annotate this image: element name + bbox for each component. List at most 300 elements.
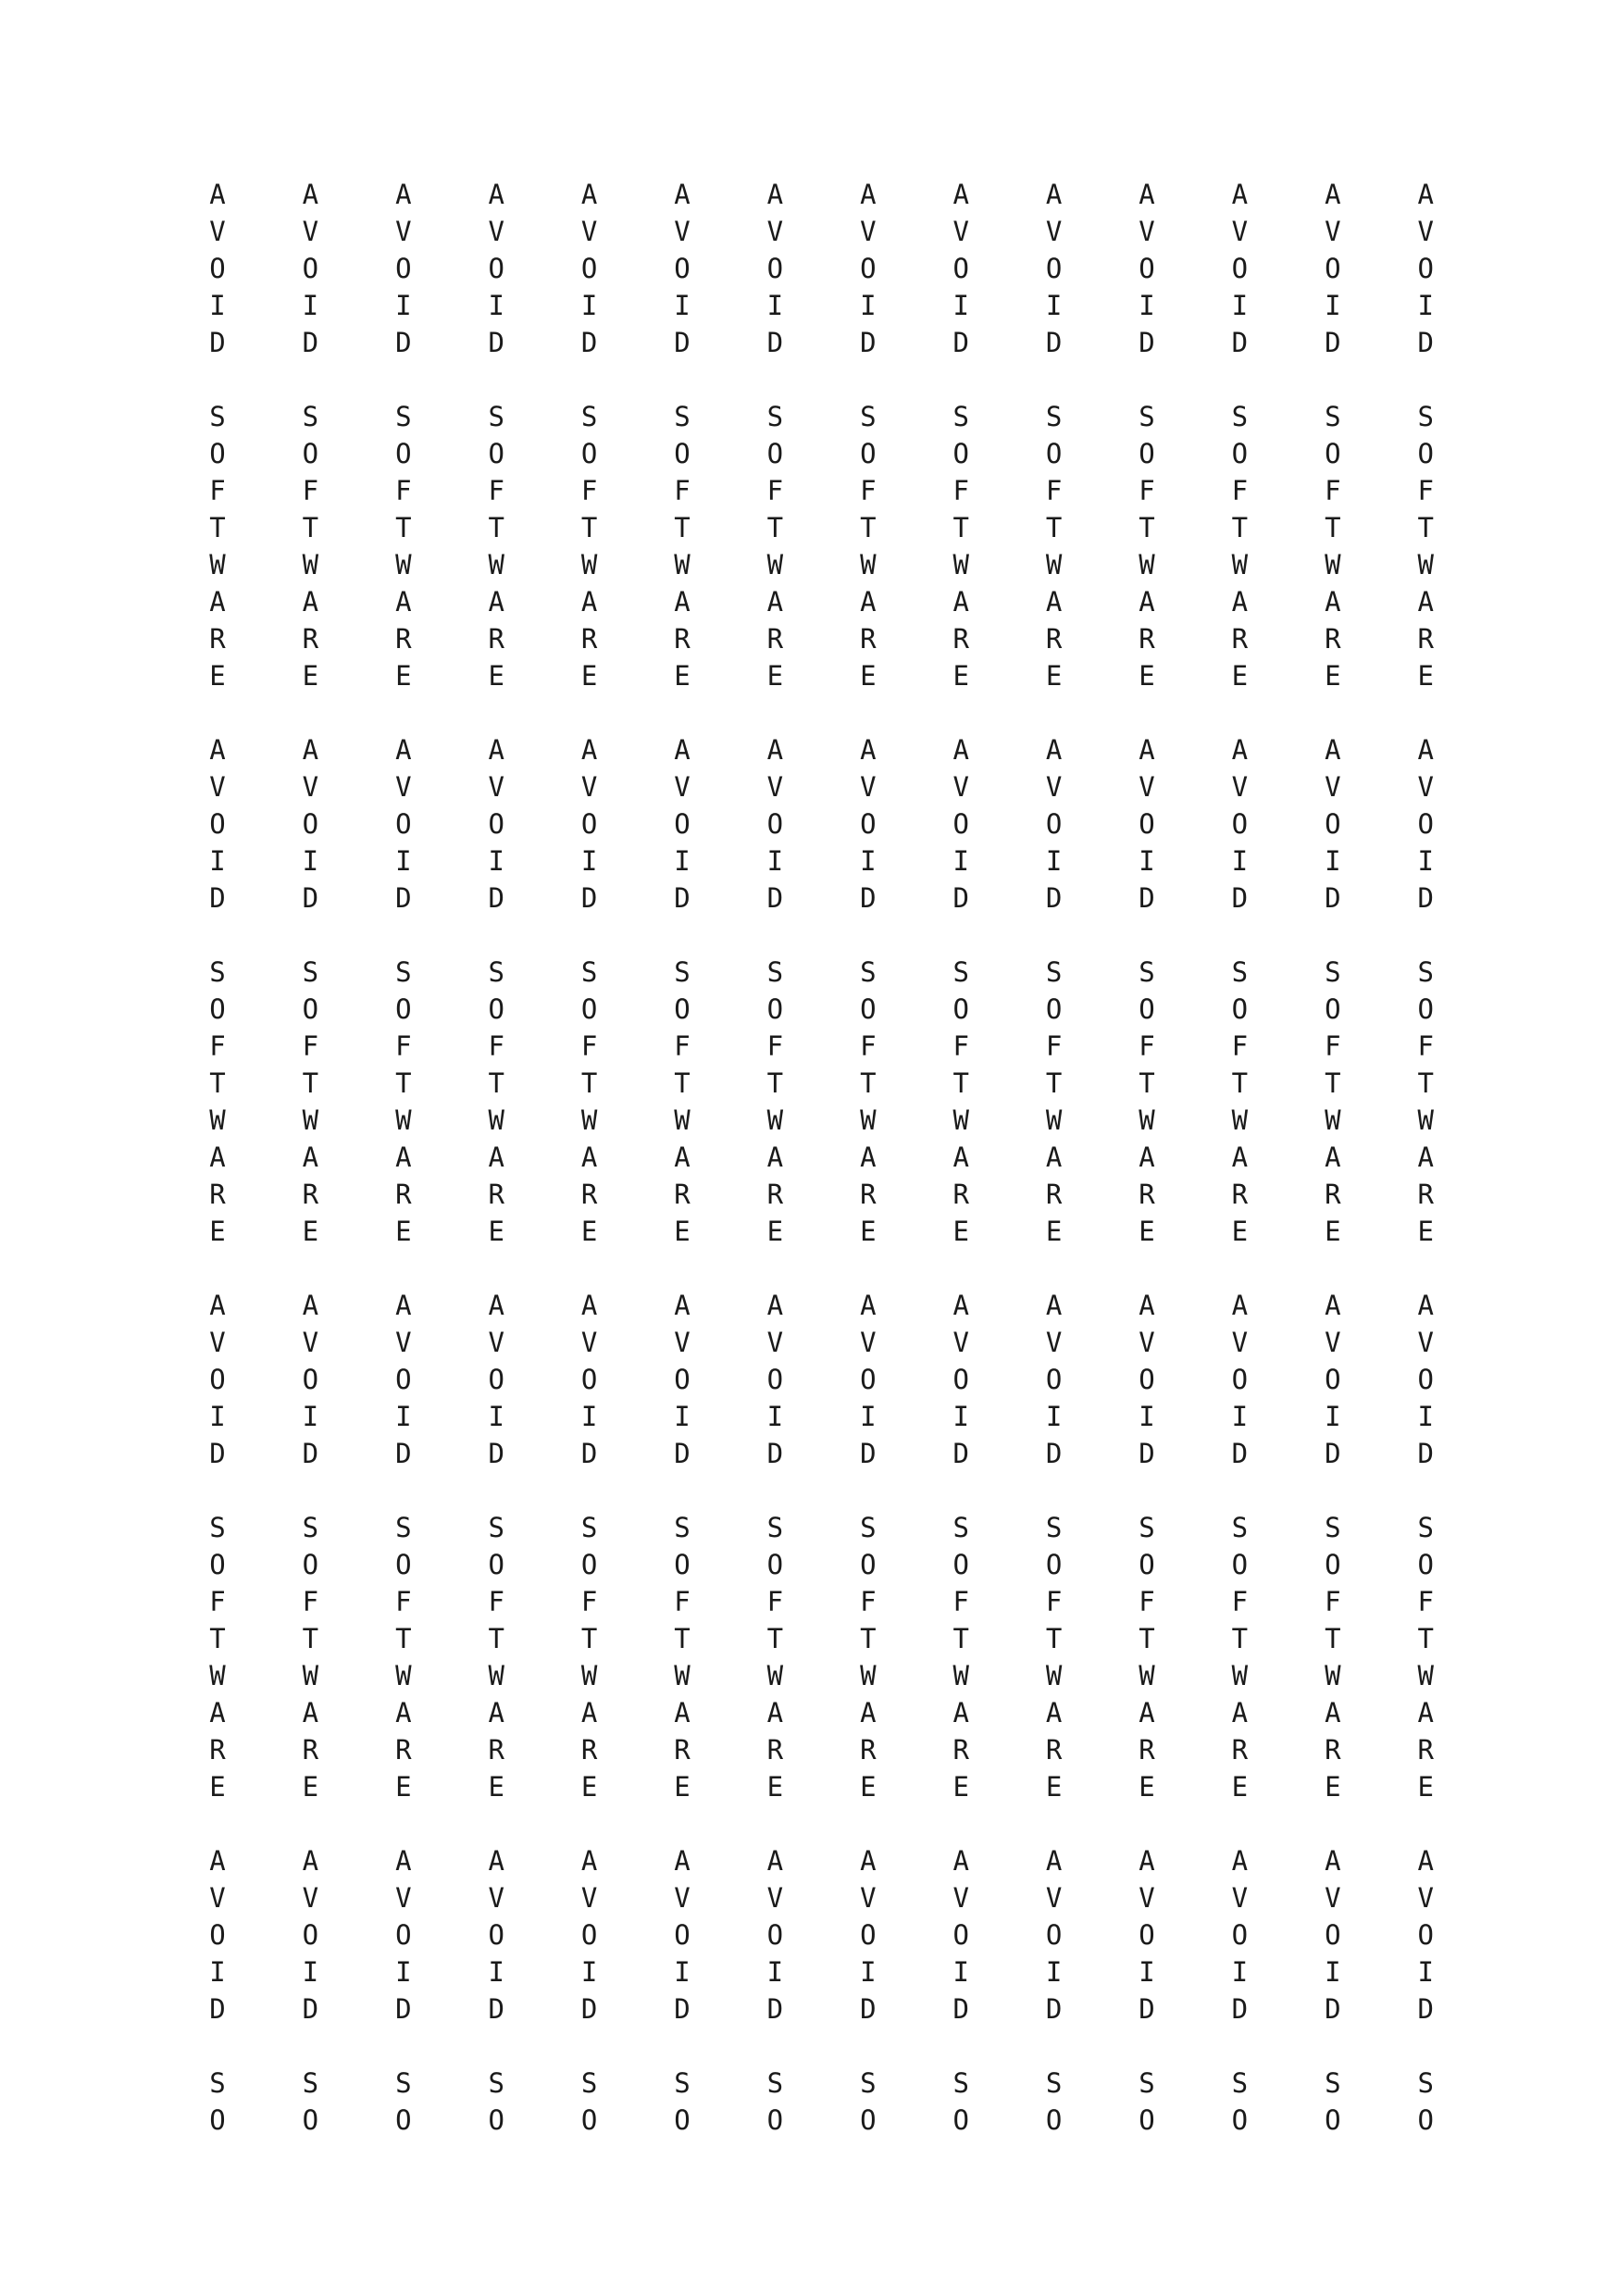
letter: T <box>1417 1623 1434 1654</box>
letter: V <box>1417 1327 1434 1358</box>
letter: O <box>766 1919 784 1951</box>
letter: A <box>1231 1290 1249 1321</box>
letter: W <box>302 549 319 580</box>
letter: O <box>674 808 691 840</box>
letter: S <box>1231 1512 1249 1543</box>
letter: A <box>952 1845 969 1877</box>
word-gap <box>933 1472 989 1509</box>
letter: F <box>766 475 784 506</box>
letter: F <box>302 475 319 506</box>
letter: E <box>1417 660 1434 692</box>
letter: I <box>674 1956 691 1988</box>
letter: F <box>674 1586 691 1617</box>
letter: V <box>1045 1327 1063 1358</box>
letter: D <box>1417 327 1434 358</box>
letter: S <box>1325 1512 1341 1543</box>
letter: S <box>488 401 504 432</box>
word-gap <box>654 1472 710 1509</box>
letter: A <box>952 1142 969 1173</box>
letter: O <box>674 1919 691 1951</box>
letter-column <box>840 176 896 2139</box>
word-gap <box>1027 1250 1082 1287</box>
letter: A <box>952 179 969 210</box>
word-gap <box>933 2028 989 2065</box>
letter: V <box>860 771 877 803</box>
letter: D <box>1325 1438 1341 1469</box>
letter: O <box>1417 993 1434 1025</box>
letter: S <box>766 956 784 988</box>
word-gap <box>1119 2028 1175 2065</box>
letter: O <box>860 1364 877 1395</box>
letter: V <box>1231 771 1249 803</box>
letter: E <box>1231 1216 1249 1247</box>
letter: D <box>1139 327 1155 358</box>
letter: W <box>209 549 226 580</box>
letter: I <box>395 845 412 877</box>
letter: F <box>1417 475 1434 506</box>
letter: W <box>1325 1104 1341 1136</box>
letter: O <box>860 438 877 469</box>
letter: O <box>395 1919 412 1951</box>
word-gap <box>190 694 245 731</box>
letter: O <box>302 438 319 469</box>
letter: W <box>580 1104 598 1136</box>
letter: A <box>1231 1697 1249 1728</box>
letter: F <box>1139 475 1155 506</box>
letter: E <box>860 660 877 692</box>
letter: F <box>1417 1030 1434 1062</box>
letter: S <box>952 1512 969 1543</box>
letter: O <box>209 2104 226 2136</box>
letter: A <box>1417 1290 1434 1321</box>
letter: D <box>766 327 784 358</box>
letter: R <box>1417 1734 1434 1766</box>
letter: V <box>1325 1327 1341 1358</box>
letter: S <box>302 956 319 988</box>
letter: I <box>766 290 784 321</box>
word-gap <box>282 694 338 731</box>
letter: O <box>395 253 412 284</box>
letter: R <box>1139 623 1155 655</box>
letter: A <box>488 734 504 766</box>
word-gap <box>190 1250 245 1287</box>
letter: W <box>1325 1660 1341 1691</box>
letter: O <box>674 253 691 284</box>
letter: S <box>952 2067 969 2099</box>
letter: V <box>580 771 598 803</box>
letter: T <box>1325 512 1341 543</box>
letter: E <box>488 660 504 692</box>
word-gap <box>1398 694 1453 731</box>
letter: A <box>1417 734 1434 766</box>
letter: T <box>1139 512 1155 543</box>
letter: S <box>1045 956 1063 988</box>
letter: O <box>1045 2104 1063 2136</box>
letter: R <box>580 1734 598 1766</box>
letter: W <box>209 1104 226 1136</box>
letter: V <box>580 216 598 247</box>
letter: V <box>209 771 226 803</box>
letter: V <box>674 216 691 247</box>
letter: V <box>1417 1882 1434 1914</box>
letter: D <box>1325 1993 1341 2025</box>
letter: O <box>1325 438 1341 469</box>
letter: A <box>302 179 319 210</box>
letter: O <box>1045 1549 1063 1580</box>
letter: T <box>1045 512 1063 543</box>
letter: O <box>674 1549 691 1580</box>
letter-column <box>1398 176 1453 2139</box>
letter: A <box>395 734 412 766</box>
letter: E <box>1139 1216 1155 1247</box>
letter: O <box>488 1364 504 1395</box>
word-gap <box>1305 1805 1361 1842</box>
letter: A <box>1045 1697 1063 1728</box>
word-gap <box>376 917 431 954</box>
letter: W <box>952 549 969 580</box>
letter: E <box>1231 660 1249 692</box>
word-gap <box>468 361 524 398</box>
letter: E <box>395 1771 412 1803</box>
letter: D <box>766 1993 784 2025</box>
word-gap <box>840 694 896 731</box>
letter: A <box>766 1290 784 1321</box>
letter-column <box>562 176 617 2139</box>
letter: E <box>860 1216 877 1247</box>
letter: O <box>1417 808 1434 840</box>
letter: R <box>952 1734 969 1766</box>
letter: A <box>1139 179 1155 210</box>
letter: V <box>1139 216 1155 247</box>
letter: O <box>1325 808 1341 840</box>
letter: A <box>209 1142 226 1173</box>
letter: O <box>952 993 969 1025</box>
letter: T <box>674 512 691 543</box>
letter: S <box>302 1512 319 1543</box>
letter: D <box>1045 1993 1063 2025</box>
letter: W <box>302 1660 319 1691</box>
letter: S <box>1325 956 1341 988</box>
letter: D <box>952 1438 969 1469</box>
letter: A <box>674 586 691 618</box>
letter: I <box>1325 845 1341 877</box>
letter: E <box>1325 660 1341 692</box>
word-gap <box>933 1250 989 1287</box>
letter: I <box>1417 290 1434 321</box>
word-gap <box>282 1250 338 1287</box>
word-gap <box>1305 2028 1361 2065</box>
letter: V <box>488 1882 504 1914</box>
letter: A <box>674 1697 691 1728</box>
word-gap <box>747 917 803 954</box>
letter: O <box>1231 808 1249 840</box>
letter: W <box>1045 1104 1063 1136</box>
letter: T <box>1231 1623 1249 1654</box>
letter: A <box>580 734 598 766</box>
word-gap <box>562 1250 617 1287</box>
letter: W <box>395 1660 412 1691</box>
word-gap <box>840 1472 896 1509</box>
letter: T <box>302 512 319 543</box>
letter: A <box>1045 1290 1063 1321</box>
letter: D <box>395 327 412 358</box>
letter: V <box>1139 1327 1155 1358</box>
letter: A <box>1325 1142 1341 1173</box>
letter: A <box>209 734 226 766</box>
word-gap <box>562 1805 617 1842</box>
letter: O <box>1325 1919 1341 1951</box>
letter: A <box>860 1697 877 1728</box>
letter: F <box>302 1586 319 1617</box>
letter: R <box>860 1179 877 1210</box>
letter: I <box>209 1401 226 1432</box>
letter: T <box>860 1067 877 1099</box>
letter: V <box>952 771 969 803</box>
letter: O <box>1231 1919 1249 1951</box>
letter: I <box>1325 1956 1341 1988</box>
letter: A <box>1139 734 1155 766</box>
letter: O <box>395 1549 412 1580</box>
letter: S <box>1231 401 1249 432</box>
letter: T <box>302 1067 319 1099</box>
letter: I <box>1231 845 1249 877</box>
letter: I <box>1231 1956 1249 1988</box>
word-gap <box>933 361 989 398</box>
letter: O <box>1139 2104 1155 2136</box>
word-gap <box>1398 1472 1453 1509</box>
letter: O <box>488 808 504 840</box>
letter: V <box>395 1882 412 1914</box>
letter: W <box>674 1104 691 1136</box>
word-gap <box>654 1250 710 1287</box>
letter: W <box>1139 1104 1155 1136</box>
letter: S <box>674 1512 691 1543</box>
word-gap <box>282 1805 338 1842</box>
letter: V <box>1325 216 1341 247</box>
letter: I <box>488 290 504 321</box>
word-gap <box>1027 2028 1082 2065</box>
word-gap <box>1027 694 1082 731</box>
letter: I <box>952 1956 969 1988</box>
letter: E <box>766 1771 784 1803</box>
letter: O <box>488 2104 504 2136</box>
word-gap <box>1119 694 1175 731</box>
letter: R <box>766 1734 784 1766</box>
letter: V <box>395 771 412 803</box>
letter: E <box>580 660 598 692</box>
letter: S <box>488 2067 504 2099</box>
letter: W <box>952 1104 969 1136</box>
letter: D <box>488 1993 504 2025</box>
letter: I <box>1325 290 1341 321</box>
word-gap <box>468 1805 524 1842</box>
letter: D <box>952 882 969 914</box>
letter: E <box>1045 1771 1063 1803</box>
letter: I <box>1139 290 1155 321</box>
letter: V <box>860 1882 877 1914</box>
letter: I <box>395 290 412 321</box>
letter: E <box>952 660 969 692</box>
letter: I <box>395 1956 412 1988</box>
letter: O <box>1417 438 1434 469</box>
letter: A <box>395 179 412 210</box>
letter: A <box>488 179 504 210</box>
letter: E <box>580 1771 598 1803</box>
word-gap <box>1398 1250 1453 1287</box>
word-gap <box>282 361 338 398</box>
word-gap <box>562 1472 617 1509</box>
letter: V <box>580 1882 598 1914</box>
letter: I <box>1417 845 1434 877</box>
letter: T <box>766 1067 784 1099</box>
letter: R <box>395 623 412 655</box>
word-gap <box>562 917 617 954</box>
letter: V <box>952 1327 969 1358</box>
letter: E <box>674 1216 691 1247</box>
letter: S <box>766 1512 784 1543</box>
letter: V <box>1417 771 1434 803</box>
letter: V <box>1045 216 1063 247</box>
letter: D <box>766 882 784 914</box>
letter: E <box>302 1216 319 1247</box>
letter: T <box>209 512 226 543</box>
letter: D <box>1045 882 1063 914</box>
letter: O <box>209 438 226 469</box>
letter: R <box>302 623 319 655</box>
letter: R <box>580 1179 598 1210</box>
letter: T <box>1417 1067 1434 1099</box>
letter: D <box>1417 1993 1434 2025</box>
word-gap <box>1305 1250 1361 1287</box>
letter: W <box>302 1104 319 1136</box>
letter: V <box>1045 1882 1063 1914</box>
letter: O <box>488 253 504 284</box>
letter: A <box>952 1290 969 1321</box>
word-gap <box>933 917 989 954</box>
letter: O <box>209 993 226 1025</box>
letter: D <box>674 882 691 914</box>
letter: E <box>860 1771 877 1803</box>
word-gap <box>1212 917 1267 954</box>
letter: E <box>488 1216 504 1247</box>
letter: W <box>488 1660 504 1691</box>
letter: O <box>952 1364 969 1395</box>
letter: S <box>395 1512 412 1543</box>
letter: O <box>395 438 412 469</box>
letter: D <box>952 327 969 358</box>
word-gap <box>468 1472 524 1509</box>
letter: A <box>302 1845 319 1877</box>
letter: W <box>1045 549 1063 580</box>
letter: T <box>1231 1067 1249 1099</box>
letter: O <box>1231 1364 1249 1395</box>
letter: D <box>488 327 504 358</box>
letter: E <box>1139 660 1155 692</box>
letter: R <box>860 623 877 655</box>
letter: A <box>1139 586 1155 618</box>
letter: F <box>209 1586 226 1617</box>
letter: A <box>580 1142 598 1173</box>
letter: O <box>580 253 598 284</box>
letter: I <box>580 1956 598 1988</box>
letter: I <box>209 290 226 321</box>
letter: F <box>580 1586 598 1617</box>
word-gap <box>654 1805 710 1842</box>
word-gap <box>1027 1805 1082 1842</box>
word-gap <box>282 1472 338 1509</box>
word-gap <box>1212 361 1267 398</box>
letter: A <box>766 1697 784 1728</box>
letter: R <box>1325 1734 1341 1766</box>
letter: E <box>1417 1216 1434 1247</box>
letter: D <box>1231 882 1249 914</box>
letter: R <box>952 1179 969 1210</box>
letter: O <box>395 2104 412 2136</box>
letter: I <box>766 1956 784 1988</box>
letter: V <box>209 216 226 247</box>
letter: I <box>488 1401 504 1432</box>
letter: A <box>1417 179 1434 210</box>
letter: A <box>1045 1845 1063 1877</box>
letter: O <box>766 2104 784 2136</box>
letter: D <box>674 1438 691 1469</box>
letter: I <box>952 1401 969 1432</box>
word-gap <box>376 1250 431 1287</box>
letter: E <box>395 660 412 692</box>
letter: O <box>1139 1549 1155 1580</box>
letter: D <box>766 1438 784 1469</box>
letter: I <box>1045 845 1063 877</box>
word-gap <box>1212 1250 1267 1287</box>
letter: W <box>1231 1104 1249 1136</box>
letter: D <box>1417 1438 1434 1469</box>
letter: A <box>395 1142 412 1173</box>
letter: R <box>1325 623 1341 655</box>
letter: R <box>488 1179 504 1210</box>
letter: I <box>1045 290 1063 321</box>
letter: T <box>1417 512 1434 543</box>
word-gap <box>1398 361 1453 398</box>
letter: W <box>1045 1660 1063 1691</box>
letter: O <box>952 438 969 469</box>
letter: D <box>580 1993 598 2025</box>
letter-column <box>1027 176 1082 2139</box>
letter: D <box>1139 1438 1155 1469</box>
letter: D <box>302 327 319 358</box>
word-gap <box>468 1250 524 1287</box>
letter-column <box>747 176 803 2139</box>
letter: S <box>1045 401 1063 432</box>
letter: A <box>1231 734 1249 766</box>
letter: A <box>580 1290 598 1321</box>
letter: A <box>860 1290 877 1321</box>
word-gap <box>190 361 245 398</box>
word-gap <box>468 917 524 954</box>
letter: D <box>860 882 877 914</box>
word-gap <box>1305 694 1361 731</box>
letter: A <box>860 1142 877 1173</box>
letter: O <box>302 808 319 840</box>
letter: O <box>395 808 412 840</box>
letter: I <box>209 1956 226 1988</box>
word-gap <box>747 1250 803 1287</box>
letter: D <box>488 1438 504 1469</box>
word-gap <box>1212 694 1267 731</box>
letter: V <box>488 1327 504 1358</box>
letter: S <box>1417 401 1434 432</box>
letter: D <box>860 327 877 358</box>
letter: S <box>1139 956 1155 988</box>
